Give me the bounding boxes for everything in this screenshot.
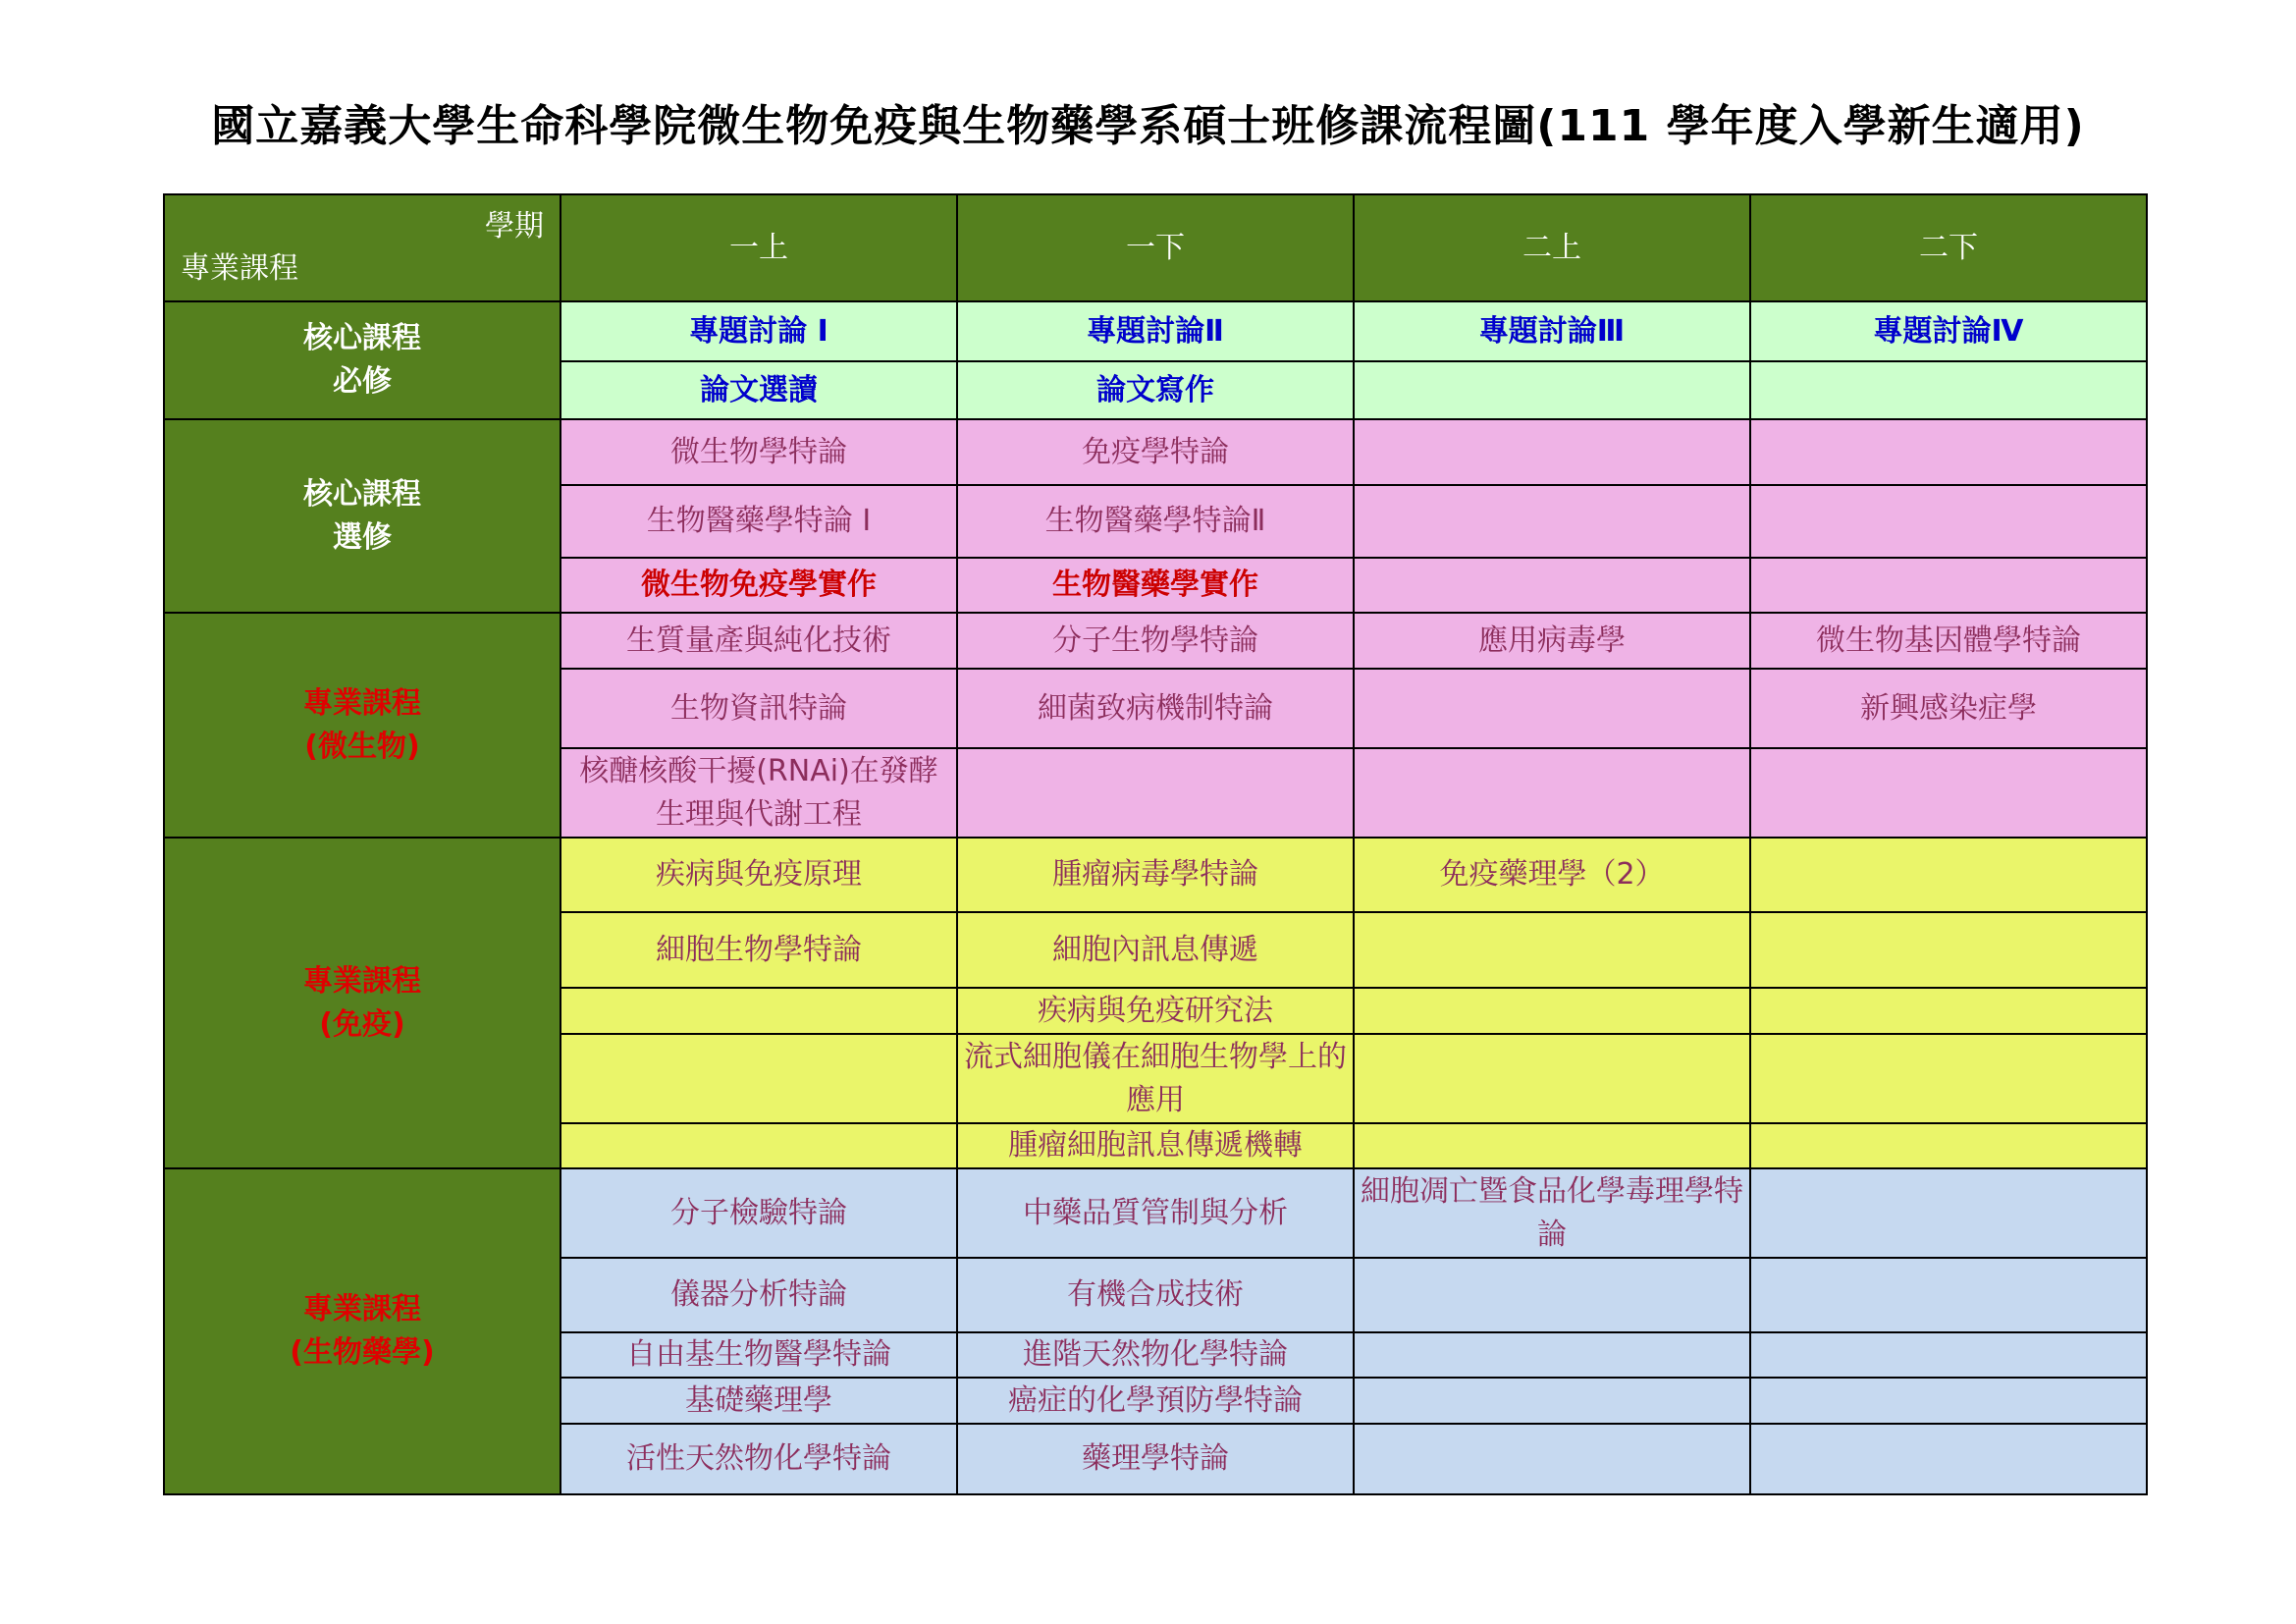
course-cell xyxy=(1354,1424,1750,1494)
course-cell xyxy=(957,748,1354,838)
category-core-required: 核心課程 必修 xyxy=(164,301,561,419)
category-pharmaceutical: 專業課程 (生物藥學) xyxy=(164,1168,561,1494)
course-cell xyxy=(1750,1332,2147,1378)
course-cell xyxy=(1354,912,1750,988)
course-cell: 專題討論 Ⅰ xyxy=(561,301,957,361)
course-cell xyxy=(1354,1034,1750,1123)
course-cell: 論文選讀 xyxy=(561,361,957,419)
course-cell: 專題討論Ⅲ xyxy=(1354,301,1750,361)
semester-axis-label: 學期 xyxy=(485,209,544,244)
course-cell: 生質量產與純化技術 xyxy=(561,613,957,669)
semester-header-3: 二上 xyxy=(1354,194,1750,301)
corner-header-cell xyxy=(164,194,561,301)
course-cell: 疾病與免疫研究法 xyxy=(957,988,1354,1034)
course-cell: 腫瘤病毒學特論 xyxy=(957,838,1354,912)
course-cell xyxy=(1750,1258,2147,1332)
course-cell: 專題討論Ⅳ xyxy=(1750,301,2147,361)
course-cell: 流式細胞儀在細胞生物學上的應用 xyxy=(957,1034,1354,1123)
course-cell: 分子生物學特論 xyxy=(957,613,1354,669)
course-cell xyxy=(1354,1258,1750,1332)
course-cell: 藥理學特論 xyxy=(957,1424,1354,1494)
course-cell: 儀器分析特論 xyxy=(561,1258,957,1332)
course-cell: 應用病毒學 xyxy=(1354,613,1750,669)
course-cell xyxy=(1750,558,2147,613)
course-cell xyxy=(561,1123,957,1168)
course-cell xyxy=(1354,361,1750,419)
course-cell xyxy=(1354,1332,1750,1378)
table-row xyxy=(164,419,2147,485)
course-cell: 免疫藥理學（2） xyxy=(1354,838,1750,912)
course-cell: 生物醫藥學特論Ⅱ xyxy=(957,485,1354,558)
course-cell: 有機合成技術 xyxy=(957,1258,1354,1332)
course-cell: 自由基生物醫學特論 xyxy=(561,1332,957,1378)
category-immunology: 專業課程 (免疫) xyxy=(164,838,561,1168)
course-cell xyxy=(1354,485,1750,558)
course-cell xyxy=(1750,419,2147,485)
course-flow-table xyxy=(163,193,2148,1495)
course-cell: 專題討論Ⅱ xyxy=(957,301,1354,361)
course-cell xyxy=(1354,669,1750,748)
course-cell: 生物資訊特論 xyxy=(561,669,957,748)
course-cell xyxy=(561,1034,957,1123)
course-cell: 癌症的化學預防學特論 xyxy=(957,1378,1354,1424)
course-cell: 進階天然物化學特論 xyxy=(957,1332,1354,1378)
table-row xyxy=(164,613,2147,669)
course-cell: 腫瘤細胞訊息傳遞機轉 xyxy=(957,1123,1354,1168)
course-cell xyxy=(1354,558,1750,613)
course-cell xyxy=(561,988,957,1034)
course-cell: 微生物學特論 xyxy=(561,419,957,485)
course-cell: 細胞凋亡暨食品化學毒理學特論 xyxy=(1354,1168,1750,1258)
course-cell xyxy=(1750,1123,2147,1168)
course-cell: 核醣核酸干擾(RNAi)在發酵生理與代謝工程 xyxy=(561,748,957,838)
course-cell xyxy=(1750,748,2147,838)
course-cell: 細胞內訊息傳遞 xyxy=(957,912,1354,988)
semester-header-1: 一上 xyxy=(561,194,957,301)
course-cell-practicum: 生物醫藥學實作 xyxy=(957,558,1354,613)
table-row xyxy=(164,838,2147,912)
course-cell: 中藥品質管制與分析 xyxy=(957,1168,1354,1258)
course-cell-practicum: 微生物免疫學實作 xyxy=(561,558,957,613)
course-cell xyxy=(1750,361,2147,419)
course-cell: 活性天然物化學特論 xyxy=(561,1424,957,1494)
table-row xyxy=(164,301,2147,361)
course-cell: 疾病與免疫原理 xyxy=(561,838,957,912)
course-cell: 分子檢驗特論 xyxy=(561,1168,957,1258)
course-cell xyxy=(1354,419,1750,485)
course-cell xyxy=(1354,988,1750,1034)
course-cell xyxy=(1354,748,1750,838)
table-row xyxy=(164,1168,2147,1258)
course-cell xyxy=(1750,1034,2147,1123)
semester-header-4: 二下 xyxy=(1750,194,2147,301)
course-cell: 細菌致病機制特論 xyxy=(957,669,1354,748)
course-cell: 細胞生物學特論 xyxy=(561,912,957,988)
course-cell xyxy=(1750,485,2147,558)
course-cell xyxy=(1750,1168,2147,1258)
course-cell xyxy=(1750,1424,2147,1494)
course-cell xyxy=(1750,1378,2147,1424)
course-cell xyxy=(1750,912,2147,988)
course-cell: 生物醫藥學特論 Ⅰ xyxy=(561,485,957,558)
course-cell xyxy=(1750,988,2147,1034)
course-cell xyxy=(1354,1123,1750,1168)
course-cell xyxy=(1354,1378,1750,1424)
course-cell: 免疫學特論 xyxy=(957,419,1354,485)
course-axis-label: 專業課程 xyxy=(181,251,298,286)
course-cell: 基礎藥理學 xyxy=(561,1378,957,1424)
course-cell: 新興感染症學 xyxy=(1750,669,2147,748)
page-title: 國立嘉義大學生命科學院微生物免疫與生物藥學系碩士班修課流程圖(111 學年度入學新生適用) xyxy=(211,101,2085,151)
course-cell xyxy=(1750,838,2147,912)
category-microbiology: 專業課程 (微生物) xyxy=(164,613,561,838)
semester-header-2: 一下 xyxy=(957,194,1354,301)
course-cell: 微生物基因體學特論 xyxy=(1750,613,2147,669)
header-row xyxy=(164,194,2147,301)
category-core-elective: 核心課程 選修 xyxy=(164,419,561,613)
course-cell: 論文寫作 xyxy=(957,361,1354,419)
